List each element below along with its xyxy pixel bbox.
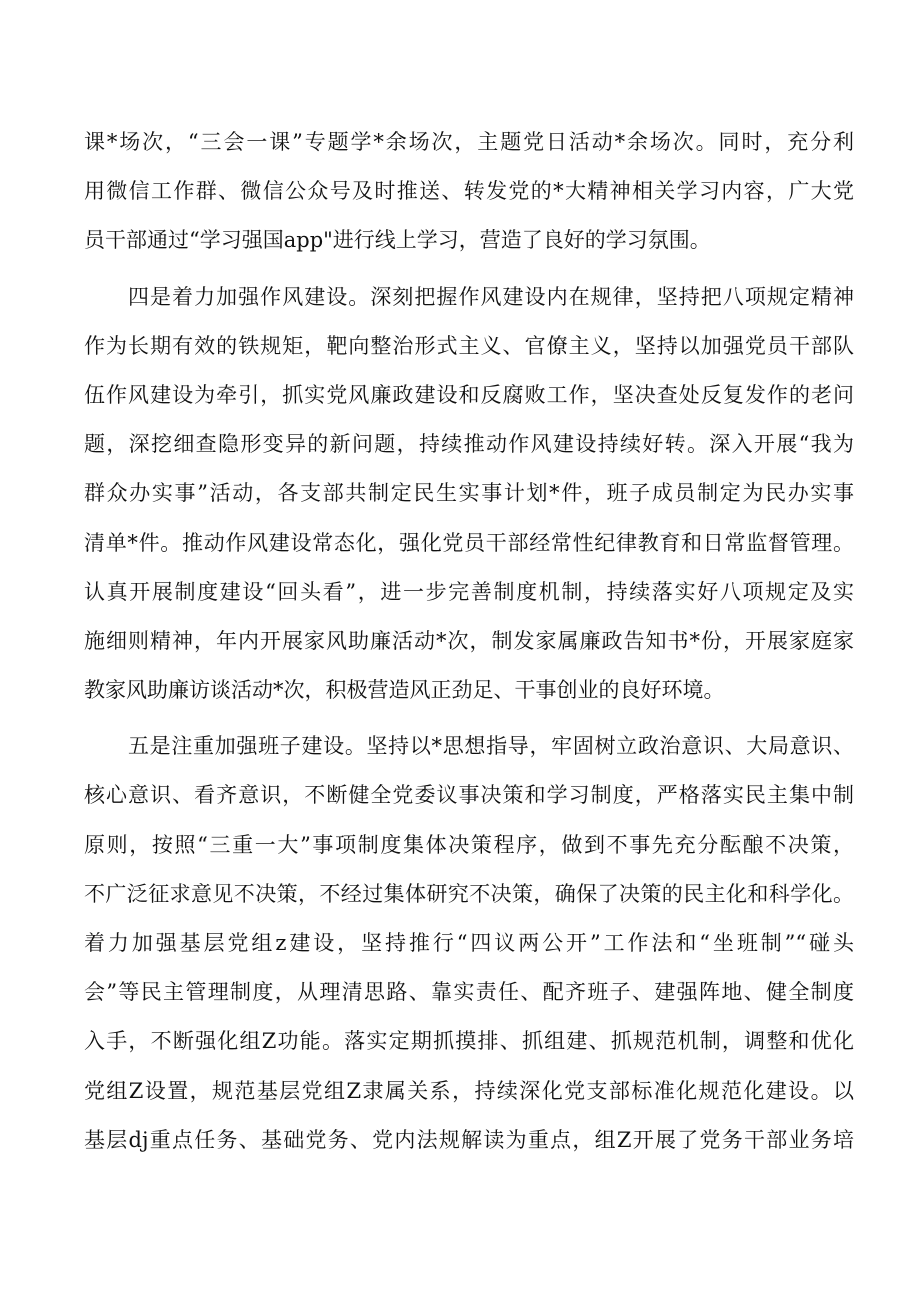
text-line: 着力加强基层党组z建设，坚持推行“四议两公开”工作法和“坐班制”“碰头 <box>84 931 854 955</box>
text-line: 教家风助廉访谈活动*次，积极营造风正劲足、干事创业的良好环境。 <box>84 678 725 703</box>
paragraph-gap <box>84 715 854 722</box>
text-line: 施细则精神，年内开展家风助廉活动*次，制发家属廉政告知书*份，开展家庭家 <box>84 628 854 653</box>
text-line: 课*场次，“三会一课”专题学*余场次，主题党日活动*余场次。同时，充分利 <box>84 130 854 154</box>
paragraph-gap <box>84 266 854 273</box>
paragraph-2 <box>84 273 854 716</box>
text-line: 会”等民主管理制度，从理清思路、靠实责任、配齐班子、建强阵地、健全制度 <box>84 980 854 1005</box>
text-line: 核心意识、看齐意识，不断健全党委议事决策和学习制度，严格落实民主集中制 <box>84 783 854 808</box>
text-line: 群众办实事”活动，各支部共制定民生实事计划*件，班子成员制定为民办实事 <box>84 481 854 506</box>
paragraph-3 <box>84 722 854 1165</box>
text-line: 作为长期有效的铁规矩，靶向整治形式主义、官僚主义，坚持以加强党员干部队 <box>84 333 854 358</box>
text-line: 清单*件。推动作风建设常态化，强化党员干部经常性纪律教育和日常监督管理。 <box>84 530 854 555</box>
text-line: 原则，按照“三重一大”事项制度集体决策程序，做到不事先充分酝酿不决策， <box>84 832 854 857</box>
text-line: 四是着力加强作风建设。深刻把握作风建设内在规律，坚持把八项规定精神 <box>128 284 854 309</box>
paragraph-1 <box>84 118 854 266</box>
text-line: 伍作风建设为牵引，抓实党风廉政建设和反腐败工作，坚决查处反复发作的老问 <box>84 382 854 407</box>
text-line: 入手，不断强化组Z功能。落实定期抓摸排、抓组建、抓规范机制，调整和优化 <box>84 1029 854 1054</box>
text-line: 党组Z设置，规范基层党组Z隶属关系，持续深化党支部标准化规范化建设。以 <box>84 1078 854 1103</box>
text-line: 不广泛征求意见不决策，不经过集体研究不决策，确保了决策的民主化和科学化。 <box>84 881 854 906</box>
document-body <box>84 118 854 1165</box>
text-line: 五是注重加强班子建设。坚持以*思想指导，牢固树立政治意识、大局意识、 <box>128 734 854 759</box>
text-line: 员干部通过“学习强国app"进行线上学习，营造了良好的学习氛围。 <box>84 228 711 253</box>
text-line: 认真开展制度建设“回头看”，进一步完善制度机制，持续落实好八项规定及实 <box>84 579 854 604</box>
text-line: 基层dj重点任务、基础党务、党内法规解读为重点，组Z开展了党务干部业务培 <box>84 1127 854 1152</box>
text-line: 题，深挖细查隐形变异的新问题，持续推动作风建设持续好转。深入开展“我为 <box>84 432 854 457</box>
text-line: 用微信工作群、微信公众号及时推送、转发党的*大精神相关学习内容，广大党 <box>84 179 854 204</box>
